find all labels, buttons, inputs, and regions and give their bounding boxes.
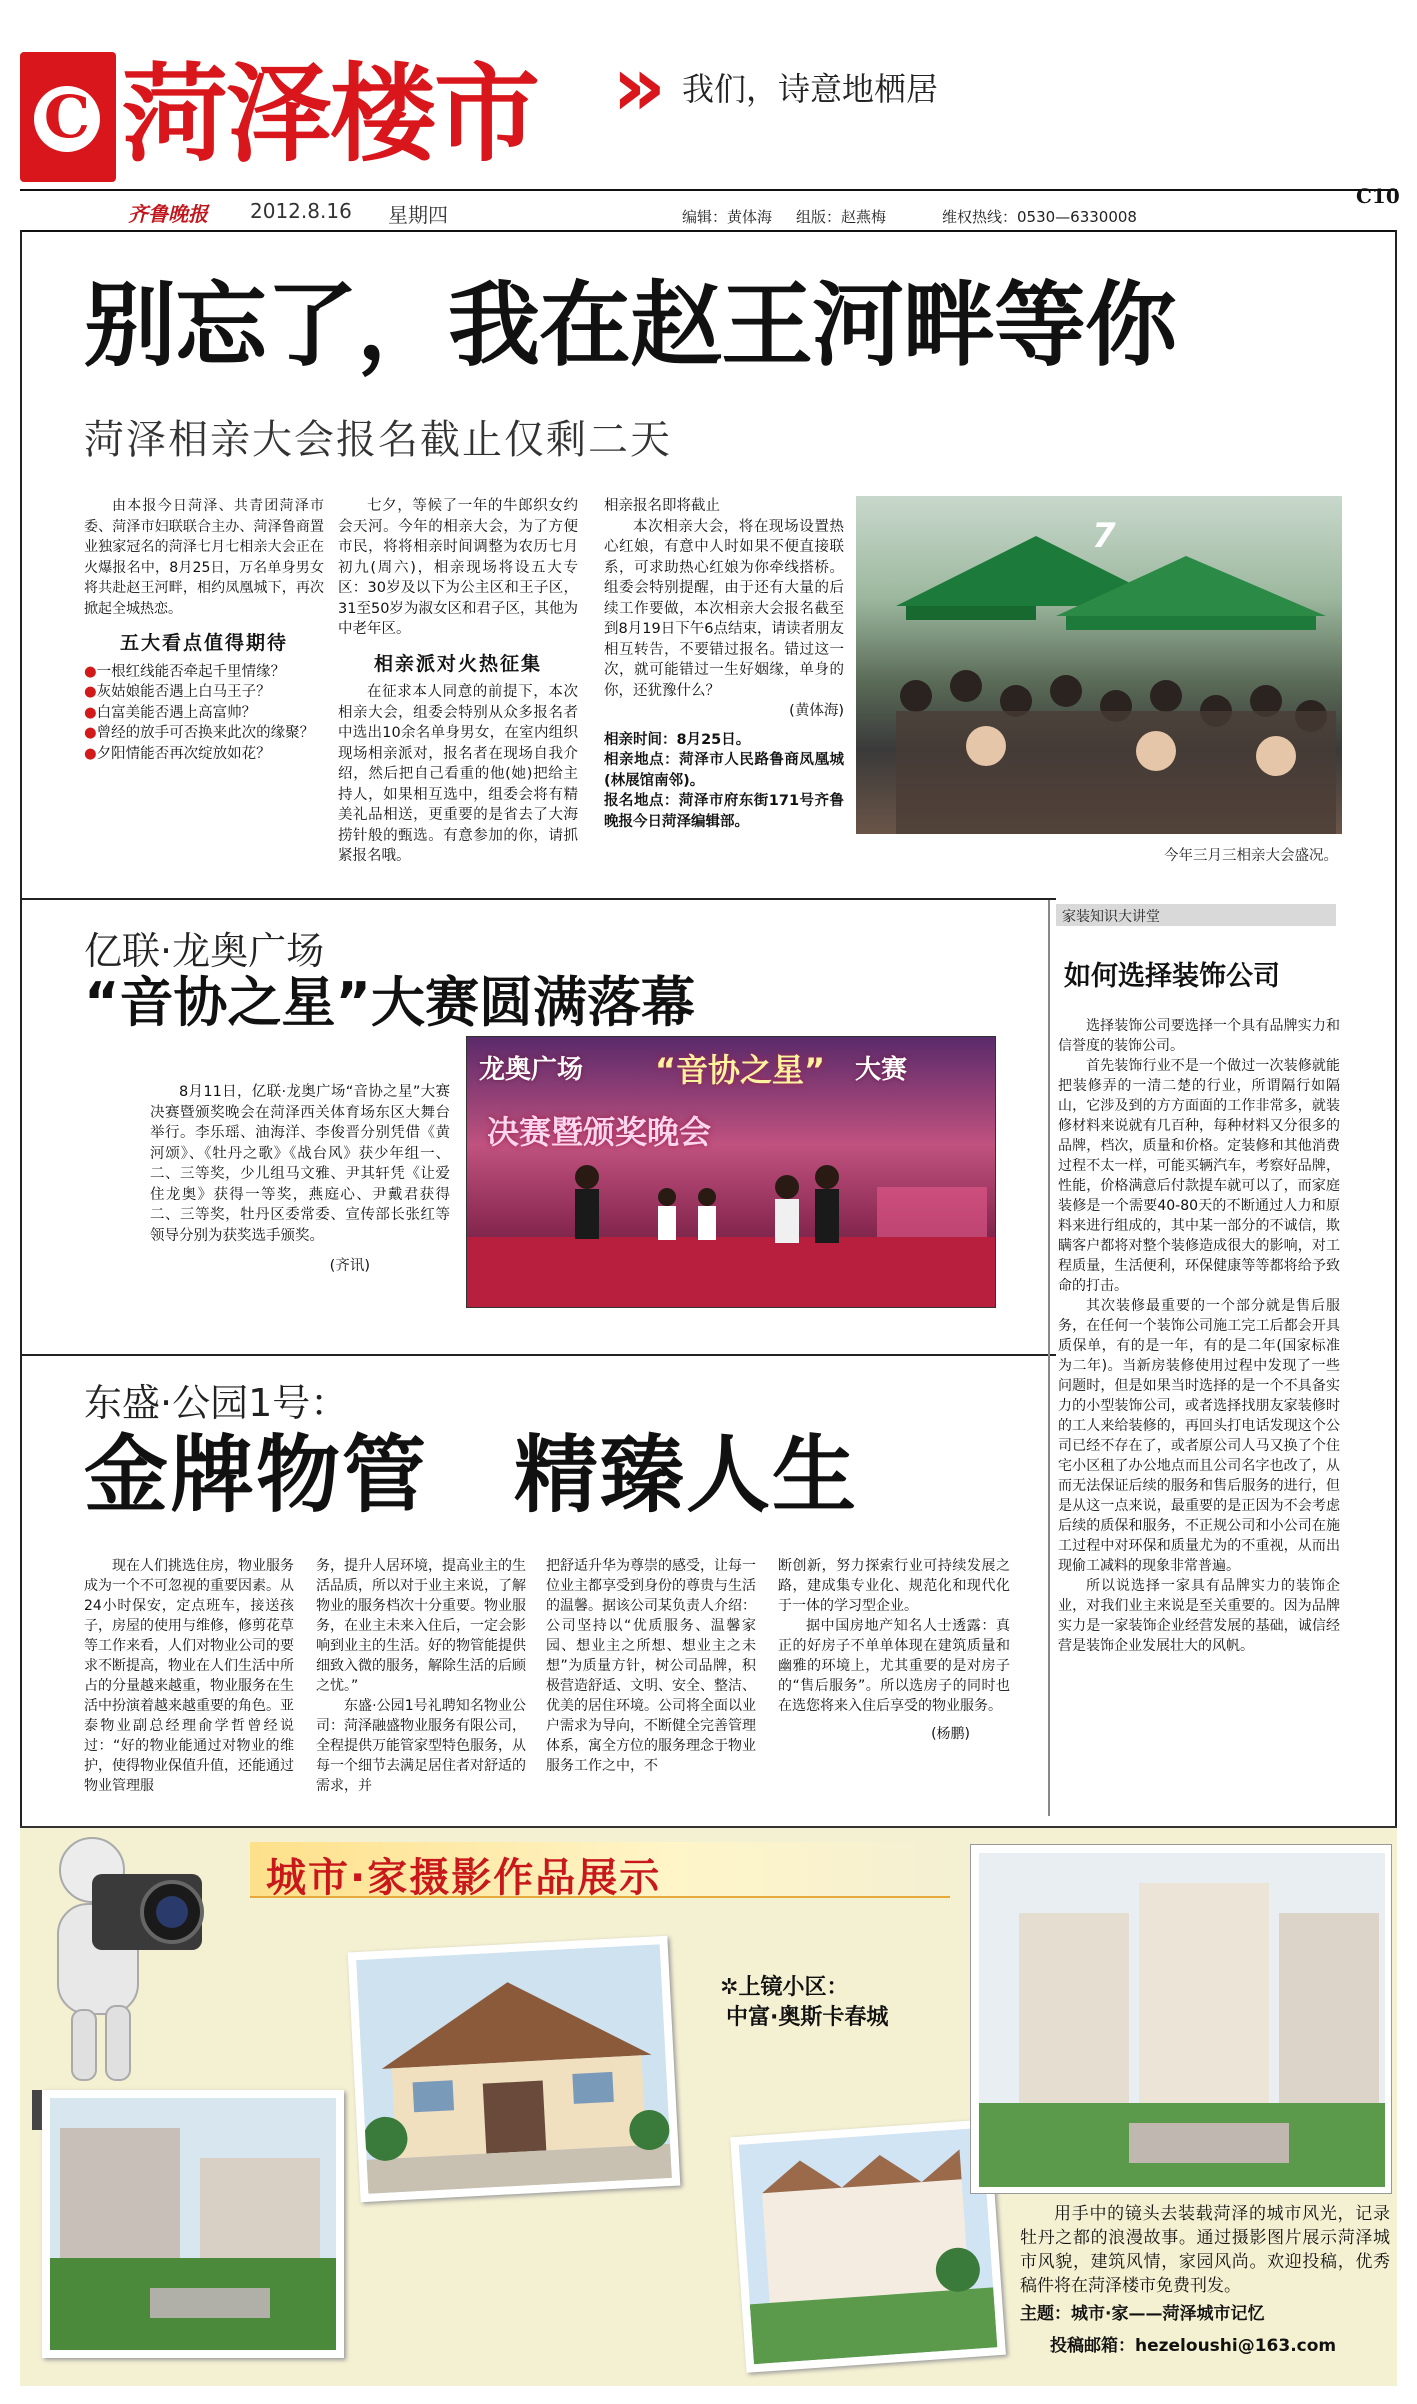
- bullet-item: ●一根红线能否牵起千里情缘？: [84, 663, 286, 680]
- highrise-building-icon: [979, 1853, 1385, 2187]
- story1-col2: [338, 496, 578, 867]
- logo-mark: [20, 52, 116, 182]
- story3-c2b: 东盛·公园1号礼聘知名物业公司：菏泽融盛物业服务有限公司，全程提供万能管家型特色服务，从每一个细节去满足居住者对舒适的需求，并: [316, 1698, 526, 1794]
- right-frame-rule: [1395, 230, 1397, 1828]
- left-frame-rule: [20, 230, 22, 1828]
- district-label: ✲上镜小区：: [720, 1975, 849, 2000]
- issue-weekday: 星期四: [388, 203, 448, 227]
- highrise-photo: [970, 1844, 1392, 2194]
- stage-people-icon: [467, 1037, 996, 1308]
- gallery-caption: 用手中的镜头去装载菏泽的城市风光，记录牡丹之都的浪漫故事。通过摄影图片展示菏泽城市风貌，建筑风情，家园风尚。欢迎投稿，优秀稿件将在菏泽楼市免费刊发。: [1020, 2204, 1390, 2296]
- bullet-dot-icon: ●: [84, 704, 97, 721]
- story1-subhead: 菏泽相亲大会报名截止仅剩二天: [84, 417, 672, 463]
- story3-col4: [778, 1556, 1010, 1744]
- masthead-rule: [20, 189, 1397, 191]
- story3-col1: [84, 1556, 294, 1796]
- contest-photo-title-mid: “音协之星”: [655, 1051, 826, 1089]
- sidebar-body: [1058, 1016, 1340, 1656]
- contest-photo: [466, 1036, 996, 1308]
- gallery-caption-block: [1020, 2202, 1390, 2358]
- story3-kicker: 东盛·公园1号：: [84, 1381, 349, 1425]
- masthead: [0, 0, 1417, 227]
- logo-letter: C: [43, 83, 91, 151]
- story3-c1: 现在人们挑选住房，物业服务成为一个不可忽视的重要因素。从24小时保安，定点班车，接送孩子，房屋的使用与维修，修剪花草等工作来看，人们对物业公司的要求不断提高，物业在人们生活中所占的分量越来越重，物业服务在生活中扮演着越来越重要的角色。亚泰物业副总经理俞学哲曾经说过：“好的物业能通过对物业的维护，使得物业保值升值，还能通过物业管理服: [84, 1558, 294, 1794]
- gallery-email: 投稿邮箱：hezeloushi@163.com: [1050, 2336, 1337, 2356]
- sidebar-p3: 其次装修最重要的一个部分就是售后服务，在任何一个装饰公司施工完工后都会开具质保单，有的是一年，有的是二年(国家标准为二年)。当新房装修使用过程中发现了一些问题时，但是如果当时选择的是一个不具备实力的小型装饰公司，或者选择找朋友家装修时的工人来给装修的，再回头打电话发现这个公司已经不存在了，或者原公司人马又换了个住宅小区租了办公地点而且公司名字也改了，从而无法保证后续的服务和售后服务的进行，但是从这一点来说，最重要的是正因为不会考虑后续的质保和服务，不正规公司和小公司在施工过程中对环保和质量尤为的不重视，从而出现偷工减料的现象非常普遍。: [1058, 1298, 1340, 1574]
- bullet-dot-icon: ●: [84, 745, 97, 762]
- contest-photo-title-right: 大赛: [855, 1055, 908, 1085]
- flower-icon: ✲: [720, 1975, 739, 2000]
- matchmaking-photo: [856, 496, 1342, 834]
- tent-banner-text: 7: [1092, 516, 1116, 556]
- story2-headline: “音协之星”大赛圆满落幕: [84, 971, 695, 1034]
- story3-col2: [316, 1556, 526, 1796]
- residential-complex-icon: [50, 2098, 336, 2350]
- masthead-slogan: 我们，诗意地栖居: [682, 70, 939, 108]
- sidebar-label-bar: [1056, 904, 1336, 926]
- story3-c3: 把舒适升华为尊崇的感受，让每一位业主都享受到身份的尊贵与生活的温馨。据该公司某负责人介绍：公司坚持以“优质服务、温馨家园、想业主之所想、想业主之未想”为质量方针，树公司品牌，积极营造舒适、文明、安全、整洁、优美的居住环境。公司将全面以业户需求为导向，不断健全完善管理体系，寓全方位的服务理念于物业服务工作之中，不: [546, 1558, 756, 1774]
- story3-c4a: 断创新，努力探索行业可持续发展之路，建成集专业化、规范化和现代化于一体的学习型企业。: [778, 1558, 1010, 1614]
- story1-sub2: 相亲派对火热征集: [373, 652, 542, 675]
- bullet-item: ●曾经的放手可否换来此次的缘聚？: [84, 725, 315, 741]
- chevron-icon: »: [612, 37, 667, 135]
- complex-photo: [42, 2090, 344, 2358]
- story1-col3-p0: 相亲报名即将截止: [604, 498, 720, 514]
- signup-place: 报名地点：菏泽市府东街171号齐鲁晚报今日菏泽编辑部。: [604, 793, 844, 830]
- story3-c4b: 据中国房地产知名人士透露：真正的好房子不单单体现在建筑质量和幽雅的环境上，尤其重要的是对房子的“售后服务”。所以选房子的同时也在选您将来入住后享受的物业服务。: [778, 1618, 1010, 1714]
- header-bottom-rule: [20, 230, 1397, 232]
- story1-col3: [604, 496, 844, 832]
- sidebar-left-rule: [1048, 900, 1050, 1816]
- story2-kicker: 亿联·龙奥广场: [84, 929, 325, 973]
- sidebar-p1: 选择装饰公司要选择一个具有品牌实力和信誉度的装饰公司。: [1058, 1018, 1340, 1054]
- story1-col2-p1: 七夕，等候了一年的牛郎织女约会天河。今年的相亲大会，为了方便市民，将将相亲时间调整为农历七月初九(周六)，相亲现场将设五大专区：30岁及以下为公主区和王子区，31至50岁为淑女区和君子区，其他为中老年区。: [338, 498, 578, 637]
- masthead-title: 菏泽楼市: [122, 51, 538, 176]
- bullet-item: ●夕阳情能否再次绽放如花？: [84, 745, 271, 762]
- contest-photo-title-left: 龙奥广场: [479, 1055, 584, 1085]
- story1-sign: (黄体海): [789, 703, 844, 719]
- rowhouse-building-icon: [739, 2128, 998, 2364]
- layout-credit: 组版：赵燕梅: [796, 208, 887, 226]
- gallery-section: [20, 1826, 1397, 2386]
- bullet-item: ●灰姑娘能否遇上白马王子？: [84, 684, 271, 700]
- gallery-title: 城市·家摄影作品展示: [266, 1855, 662, 1901]
- story1-headline: 别忘了，我在赵王河畔等你: [84, 272, 1177, 379]
- bullet-dot-icon: ●: [84, 725, 97, 741]
- rowhouse-photo: [730, 2119, 1006, 2373]
- villa-photo: [348, 1936, 681, 2202]
- sidebar-title: 如何选择装饰公司: [1064, 961, 1280, 992]
- page-number: C10: [1356, 184, 1400, 208]
- bullet-dot-icon: ●: [84, 684, 97, 700]
- sidebar-p2: 首先装饰行业不是一个做过一次装修就能把装修弄的一清二楚的行业，所谓隔行如隔山，它涉及到的方方面面的工作非常多，就装修材料来说就有几百种，每种材料又分很多的品牌，档次，质量和价格。定装修和其他消费过程不太一样，可能买辆汽车，考察好品牌，性能，价格满意后付款提车就可以了，而家庭装修是一个需要40-80天的不断通过人力和原料来进行组成的，其中某一部分的不诚信，欺瞒客户都将对整个装修造成很大的影响，对工程质量，生活便利，环保健康等等都将给予致命的打击。: [1058, 1058, 1340, 1294]
- sidebar-label: 家装知识大讲堂: [1062, 909, 1160, 925]
- event-time: 相亲时间：8月25日。: [604, 731, 751, 748]
- story3-sign: (杨鹏): [931, 1726, 970, 1742]
- story2-text: 8月11日，亿联·龙奥广场“音协之星”大赛决赛暨颁奖晚会在菏泽西关体育场东区大舞台举行。李乐瑶、油海洋、李俊晋分别凭借《黄河颂》、《牡丹之歌》《战台风》获少年组一、二、三等奖，少儿组马文雅、尹其轩凭《让爱住龙奥》获得一等奖，燕庭心、尹戴君获得二、三等奖，牡丹区委常委、宣传部长张红等领导分别为获奖选手颁奖。: [150, 1084, 450, 1244]
- story2-body: [150, 1082, 450, 1277]
- editor-credit: 编辑：黄体海: [682, 208, 773, 226]
- story1-lead: 由本报今日菏泽、共青团菏泽市委、菏泽市妇联联合主办、菏泽鲁商置业独家冠名的菏泽七月七相亲大会正在火爆报名中，8月25日，万名单身男女将共赴赵王河畔，相约凤凰城下，再次掀起全城热恋。: [84, 498, 324, 617]
- district-name: 中富·奥斯卡春城: [726, 2005, 889, 2030]
- story2-sign: (齐讯): [329, 1258, 370, 1274]
- story3-headline: 金牌物管 精臻人生: [84, 1426, 859, 1524]
- contest-photo-subtitle: 决赛暨颁奖晚会: [487, 1113, 712, 1151]
- bullet-dot-icon: ●: [84, 663, 97, 680]
- sidebar-p4: 所以说选择一家具有品牌实力的装饰企业，对我们业主来说是至关重要的。因为品牌实力是一家装饰企业经营发展的基础，诚信经营是装饰企业发展壮大的风帆。: [1058, 1578, 1340, 1654]
- bullet-item: ●白富美能否遇上高富帅？: [84, 704, 257, 721]
- story1-sub1: 五大看点值得期待: [119, 632, 288, 654]
- story1-col2-p2: 在征求本人同意的前提下，本次相亲大会，组委会特别从众多报名者中选出10余名单身男女，在室内组织现场相亲派对，报名者在现场自我介绍，然后把自己看重的他(她)把给主持人，如果相互选中，组委会将有精美礼品相送，更重要的是省去了大海捞针般的甄选。有意参加的你，请抓紧报名哦。: [338, 684, 578, 864]
- story1-col1: [84, 496, 324, 764]
- story3-c2a: 务，提升人居环境，提高业主的生活品质，所以对于业主来说，了解物业的服务档次十分重要。物业服务，在业主未来入住后，一定会影响到业主的生活。好的物管能提供细致入微的服务，解除生活的后顾之忧。”: [316, 1558, 526, 1694]
- villa-building-icon: [356, 1944, 672, 2194]
- matchmaking-photo-caption: 今年三月三相亲大会盛况。: [1164, 848, 1338, 864]
- story2-bottom-rule: [20, 1354, 1056, 1356]
- issue-date: 2012.8.16: [250, 199, 352, 223]
- story1-bottom-rule: [20, 898, 1056, 900]
- hotline: 维权热线：0530—6330008: [942, 208, 1137, 226]
- story3-col3: [546, 1556, 756, 1776]
- event-place: 相亲地点：菏泽市人民路鲁商凤凰城(林展馆南邻)。: [604, 752, 844, 789]
- paper-name: 齐鲁晚报: [128, 202, 208, 226]
- gallery-theme: 主题：城市·家——菏泽城市记忆: [1020, 2304, 1265, 2324]
- story1-col3-p1: 本次相亲大会，将在现场设置热心红娘，有意中人时如果不便直接联系，可求助热心红娘为你牵线搭桥。组委会特别提醒，由于还有大量的后续工作要做，本次相亲大会报名截至到8月19日下午6点结束，请读者朋友相互转告，不要错过报名。错过这一次，就可能错过一生好姻缘，单身的你，还犹豫什么？: [604, 518, 844, 699]
